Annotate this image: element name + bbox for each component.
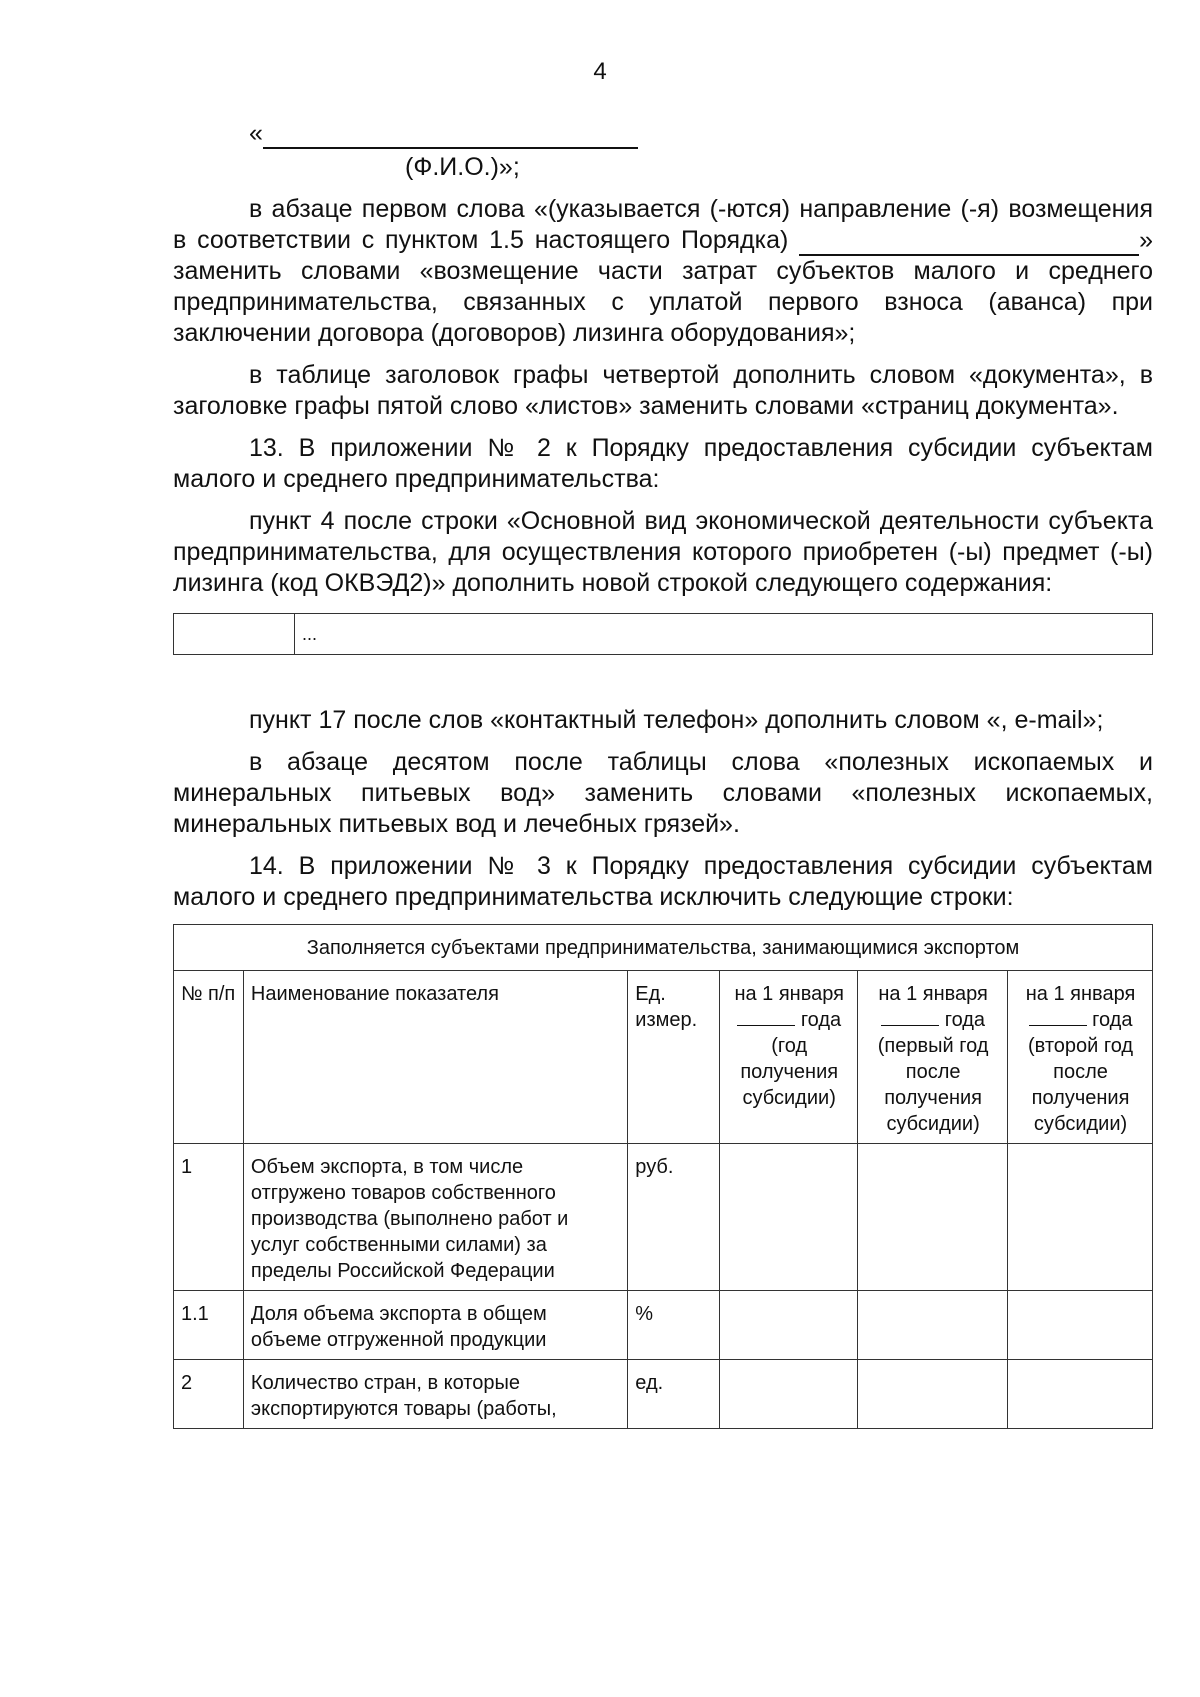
document-body xyxy=(173,118,1153,1429)
row-value xyxy=(858,1360,1008,1429)
row-value xyxy=(1008,1144,1153,1291)
row-num: 2 xyxy=(174,1360,244,1429)
page-number: 4 xyxy=(593,58,607,85)
header-year-2-year: года xyxy=(944,1009,986,1031)
year-blank xyxy=(881,1007,939,1026)
table-cell-ellipsis: ... xyxy=(295,614,1153,655)
blank-underline xyxy=(799,230,1139,256)
year-blank xyxy=(1029,1007,1087,1026)
table-caption: Заполняется субъектами предпринимательства, занимающимися экспортом xyxy=(174,925,1153,971)
table-row xyxy=(174,614,1153,655)
paragraph-table-header: в таблице заголовок графы четвертой дополнить словом «документа», в заголовке графы пятой слово «листов» заменить словами «страниц документа». xyxy=(173,361,1153,420)
row-value xyxy=(720,1360,858,1429)
table-row xyxy=(174,1360,1153,1429)
row-value xyxy=(720,1144,858,1291)
table-row xyxy=(174,1291,1153,1360)
header-num: № п/п xyxy=(174,971,244,1144)
header-year-3 xyxy=(1008,971,1153,1144)
paragraph-point-4: пункт 4 после строки «Основной вид экономической деятельности субъекта предпринимательства, для осуществления которого приобретен (-ы) предмет (-ы) лизинга (код ОКВЭД2)» дополнить новой строкой следующего содержания: xyxy=(173,507,1153,597)
paragraph-text-b: » заменить словами «возмещение части затрат субъектов малого и среднего предпринимательства, связанных с уплатой первого взноса (аванса) при заключении договора (договоров) лизинга оборудования»; xyxy=(173,226,1154,347)
table-cell xyxy=(174,614,295,655)
row-num: 1.1 xyxy=(174,1291,244,1360)
header-year-2-top: на 1 января xyxy=(878,983,988,1005)
header-year-3-note: (второй год после получения субсидии) xyxy=(1027,1035,1134,1135)
new-row-table xyxy=(173,613,1153,655)
header-year-1-note: (год получения субсидии) xyxy=(740,1035,839,1109)
paragraph-first-abzats xyxy=(173,194,1153,349)
fio-caption: (Ф.И.О.)»; xyxy=(405,153,520,181)
header-name: Наименование показателя xyxy=(243,971,627,1144)
year-blank xyxy=(737,1007,795,1026)
row-name: Доля объема экспорта в общем объеме отгруженной продукции xyxy=(243,1291,627,1360)
row-value xyxy=(1008,1360,1153,1429)
paragraph-abzats-ten: в абзаце десятом после таблицы слова «полезных ископаемых и минеральных питьевых вод» заменить словами «полезных ископаемых, минеральных питьевых вод и лечебных грязей». xyxy=(173,748,1153,838)
row-name: Объем экспорта, в том числе отгружено товаров собственного производства (выполнено работ и услуг собственными силами) за пределы Российской Федерации xyxy=(243,1144,627,1291)
header-year-1 xyxy=(720,971,858,1144)
header-year-1-top: на 1 января xyxy=(734,983,844,1005)
header-year-3-top: на 1 января xyxy=(1025,983,1136,1005)
row-num: 1 xyxy=(174,1144,244,1291)
table-header-row xyxy=(174,971,1153,1144)
open-quote: « xyxy=(249,119,263,147)
paragraph-item-13: 13. В приложении № 2 к Порядку предоставления субсидии субъектам малого и среднего предпринимательства: xyxy=(173,434,1153,493)
row-unit: ед. xyxy=(628,1360,720,1429)
row-value xyxy=(720,1291,858,1360)
row-value xyxy=(858,1144,1008,1291)
header-year-2-note: (первый год после получения субсидии) xyxy=(877,1035,989,1135)
row-value xyxy=(1008,1291,1153,1360)
header-year-3-year: года xyxy=(1092,1009,1133,1031)
paragraph-point-17: пункт 17 после слов «контактный телефон» дополнить словом «, e-mail»; xyxy=(249,706,1104,734)
fio-underline xyxy=(263,123,638,149)
row-value xyxy=(858,1291,1008,1360)
paragraph-text-a: в абзаце первом слова «(указывается (-ются) направление (-я) возмещения в соответствии с пунктом 1.5 настоящего Порядка) xyxy=(173,195,1153,254)
row-unit: руб. xyxy=(628,1144,720,1291)
header-year-1-year: года xyxy=(800,1009,842,1031)
row-name: Количество стран, в которые экспортируются товары (работы, xyxy=(243,1360,627,1429)
row-unit: % xyxy=(628,1291,720,1360)
paragraph-item-14: 14. В приложении № 3 к Порядку предоставления субсидии субъектам малого и среднего предпринимательства исключить следующие строки: xyxy=(173,852,1153,911)
export-table xyxy=(173,924,1153,1429)
header-year-2 xyxy=(858,971,1008,1144)
table-caption-row xyxy=(174,925,1153,971)
header-unit: Ед. измер. xyxy=(628,971,720,1144)
fio-blank-line xyxy=(173,118,1153,149)
spacer xyxy=(173,655,1153,705)
table-row xyxy=(174,1144,1153,1291)
